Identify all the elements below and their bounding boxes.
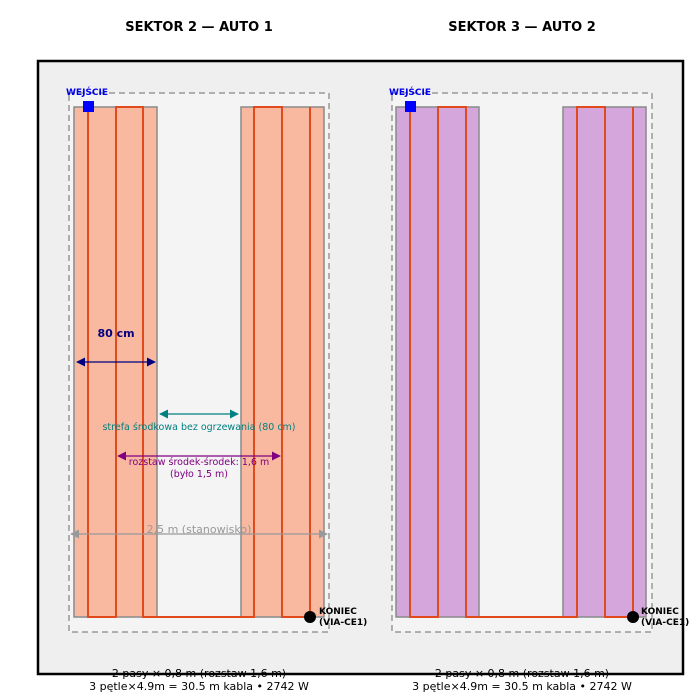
end-marker	[304, 611, 316, 623]
center-zone-label: strefa środkowa bez ogrzewania (80 cm)	[102, 422, 296, 433]
sector-2-panel	[66, 86, 367, 632]
entry-marker	[83, 101, 94, 112]
end-label: KONIEC	[319, 607, 357, 617]
entry-label: WEJŚCIE	[389, 88, 432, 98]
strip-width-label: 80 cm	[97, 327, 135, 340]
sector-3-title: SEKTOR 3 — AUTO 2	[448, 20, 596, 35]
sector-3-panel	[389, 86, 689, 632]
entry-label: WEJŚCIE	[66, 88, 109, 98]
end-label-sub: (VIA-CE1)	[641, 618, 690, 628]
sector-2-title: SEKTOR 2 — AUTO 1	[125, 20, 273, 35]
end-label: KONIEC	[641, 607, 679, 617]
entry-marker	[405, 101, 416, 112]
end-label-sub: (VIA-CE1)	[319, 618, 368, 628]
sector-3-footer-line1: 2 pasy × 0,8 m (rozstaw 1,6 m)	[434, 667, 610, 680]
spacing-label-sub: (było 1,5 m)	[170, 469, 228, 480]
sector-2-footer-line1: 2 pasy × 0,8 m (rozstaw 1,6 m)	[111, 667, 287, 680]
sector-2-footer-line2: 3 pętle×4.9m = 30.5 m kabla • 2742 W	[89, 680, 309, 693]
end-marker	[627, 611, 639, 623]
sector-3-footer-line2: 3 pętle×4.9m = 30.5 m kabla • 2742 W	[412, 680, 632, 693]
spacing-label: rozstaw środek-środek: 1,6 m	[128, 457, 270, 468]
stall-width-label: 2,5 m (stanowisko)	[146, 523, 252, 536]
